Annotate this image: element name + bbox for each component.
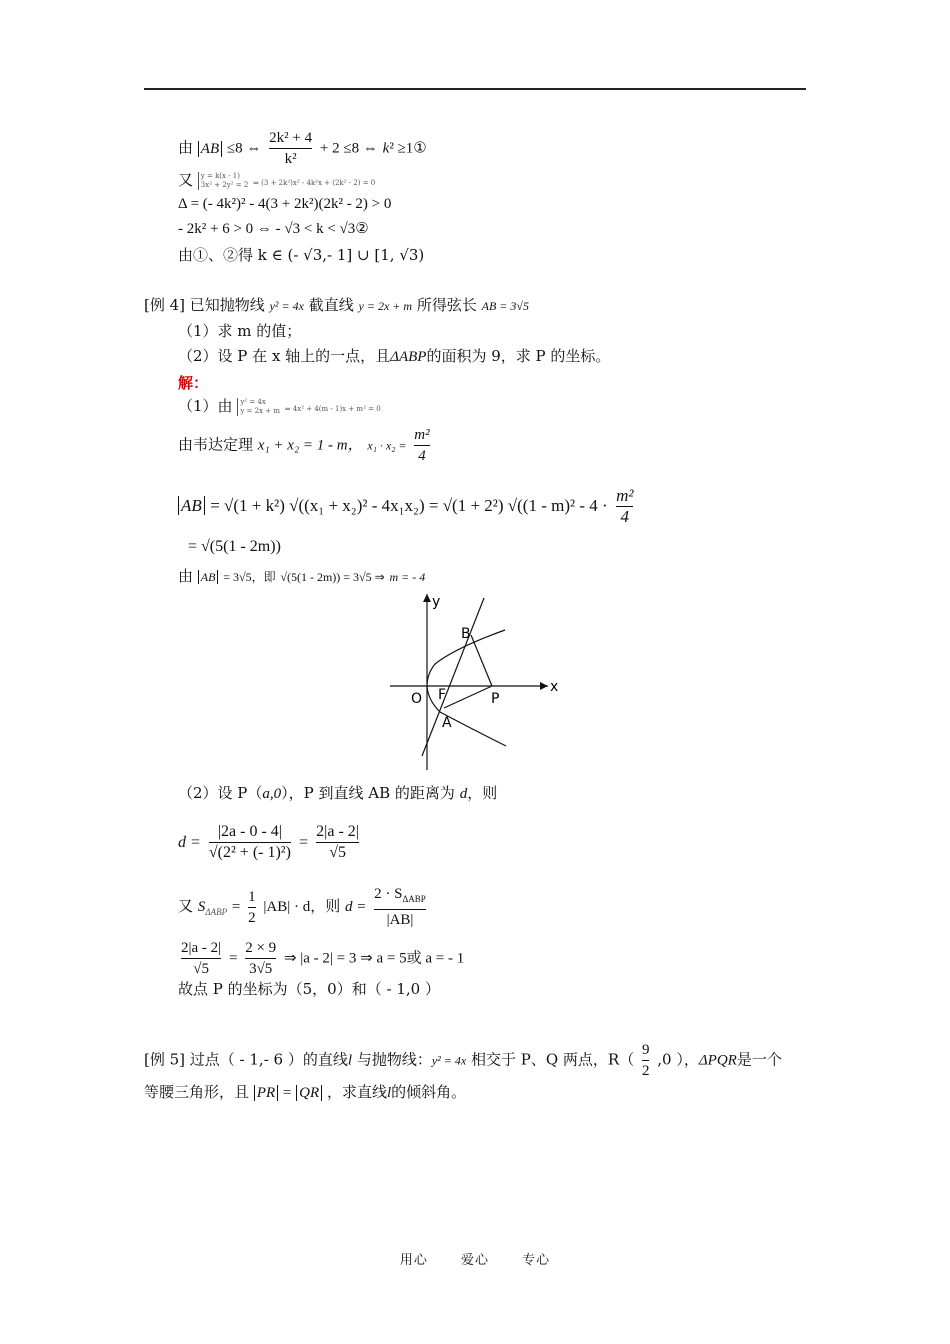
parabola-figure <box>380 588 570 778</box>
discriminant-line: Δ = (- 4k²)² - 4(3 + 2k²)(2k² - 2) > 0 <box>178 196 392 212</box>
result-line: 由①、②得 k ∈ (- √3,- 1] ∪ [1, √3) <box>178 246 425 264</box>
header-rule <box>144 88 806 90</box>
system-line: 又 y = k(x - 1) 3x² + 2y² = 2 ⇒ (3 + 2k²)x² - 4k²x + (2k² - 2) = 0 <box>178 171 376 189</box>
solve-m-line: 由 AB = 3√5，即 √(5(1 - 2m)) = 3√5 ⇒ m = - 4 <box>178 567 426 585</box>
label-origin: O <box>411 691 423 707</box>
page-footer <box>0 1249 950 1268</box>
distance-formula: d = $\frac{|2a - 0 - 4|}{\text{√(2² + (- 1)²)}}$ = $\frac{2|a - 2|}{√5}$ <box>178 823 359 861</box>
label-b: B <box>461 626 471 642</box>
footer-text-3: 专心 <box>522 1253 551 1268</box>
label-p: P <box>491 691 500 707</box>
solve-a-line: $\frac{2|a - 2|}{√5}$ = $\frac{2 \times 9}{3√5}$ ⇒ |a - 2| = 3 ⇒ a = 5或 a = - 1 <box>181 940 465 977</box>
label-a: A <box>442 715 452 731</box>
footer-text-1: 用心 <box>399 1253 428 1268</box>
axis-label-y: y <box>432 594 441 610</box>
example5-line-1: [例 5] 过点（ - 1,- 6 ）的直线l 与抛物线：y² = 4x 相交于 P、Q 两点，R（ $\frac{9}{2}$ ,0 ），ΔPQR是一个 <box>144 1042 782 1079</box>
x-axis-arrow <box>540 682 548 690</box>
solution-label: 解： <box>178 374 209 392</box>
chord-length-simplified: = √(5(1 - 2m)) <box>188 538 281 555</box>
part2-intro: （2）设 P（a,0），P 到直线 AB 的距离为 d，则 <box>178 784 498 802</box>
example5-line-2: 等腰三角形，且 PR = QR ，求直线l的倾斜角。 <box>144 1083 467 1101</box>
chord-length-formula: AB = √(1 + k²) √((x₁ + x₂)² - 4x₁x₂) = √(1 + 2²) √((1 - m)² - 4 · $\frac{\text{m²}}{4}$ <box>178 486 636 527</box>
segment-pa <box>444 686 492 708</box>
chord-line <box>422 598 484 756</box>
solution-step-1: （1）由 y² = 4x y = 2x + m ⇒ 4x² + 4(m - 1)x + m² = 0 <box>178 397 381 415</box>
segment-bp <box>471 635 492 686</box>
footer-text-2: 爱心 <box>460 1253 489 1268</box>
y-axis-arrow <box>423 594 431 602</box>
question-1: （1）求 m 的值； <box>178 322 302 340</box>
question-2: （2）设 P 在 x 轴上的一点，且ΔABP的面积为 9，求 P 的坐标。 <box>178 347 611 365</box>
ineq-line-1: 由 AB ≤8 ⇔ $\frac{\text{2k² + 4}}{\text{k²}}$ + 2 ≤8 ⇔ k² ≥1① <box>178 130 427 167</box>
label-focus: F <box>438 687 447 703</box>
range-line: - 2k² + 6 > 0 ⇔ - √3 < k < √3② <box>178 221 369 237</box>
axis-label-x: x <box>550 679 559 695</box>
answer-line: 故点 P 的坐标为（5，0）和（ - 1,0 ） <box>178 980 440 998</box>
area-formula: 又 $S_{\Delta ABP}$ = $\frac{1}{2}$ |AB| · d，则 d = $\frac{2 \cdot S_{\Delta ABP}}{|AB|}$ <box>178 886 426 928</box>
example4-title: [例 4] 已知抛物线 y² = 4x 截直线 y = 2x + m 所得弦长 AB = 3√5 <box>144 296 529 314</box>
vieta-line: 由韦达定理 x₁ + x₂ = 1 - m， x₁ · x₂ = $\frac{\text{m²}}{4}$ <box>178 427 430 464</box>
